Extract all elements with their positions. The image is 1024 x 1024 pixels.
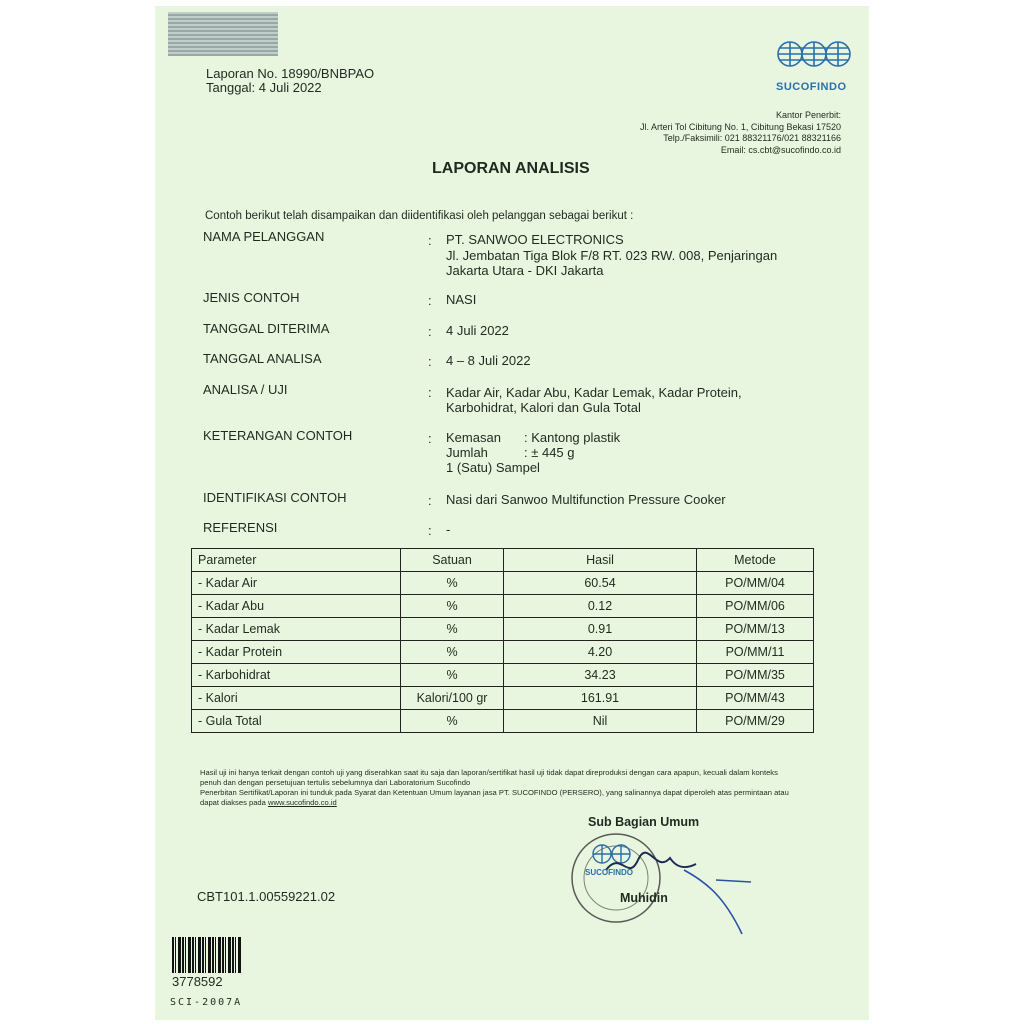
- footnote-prefix: dapat diakses pada: [200, 798, 268, 807]
- row-parameter: - Kadar Protein: [192, 641, 401, 664]
- stamp-text: SUCOFINDO: [585, 868, 633, 877]
- reference-value: -: [446, 522, 451, 537]
- row-parameter: - Kadar Air: [192, 572, 401, 595]
- identification-value: Nasi dari Sanwoo Multifunction Pressure Cooker: [446, 492, 726, 507]
- customer-address-1: Jl. Jembatan Tiga Blok F/8 RT. 023 RW. 008, Penjaringan: [446, 248, 778, 263]
- barcode: [172, 937, 242, 973]
- footnote-line-4: [200, 798, 830, 808]
- colon: :: [428, 523, 432, 538]
- row-result: 4.20: [504, 641, 697, 664]
- footnote: [200, 768, 830, 808]
- colon: :: [428, 385, 432, 400]
- sample-type-label: JENIS CONTOH: [203, 290, 300, 305]
- logo-text: SUCOFINDO: [776, 81, 847, 93]
- row-result: Nil: [504, 710, 697, 733]
- results-table: [191, 548, 814, 733]
- table-row: [192, 641, 814, 664]
- table-row: [192, 595, 814, 618]
- signature-title: Sub Bagian Umum: [588, 815, 700, 829]
- colon: :: [428, 493, 432, 508]
- sucofindo-logo: [776, 40, 864, 93]
- barcode-number: 3778592: [172, 974, 223, 989]
- footnote-link[interactable]: www.sucofindo.co.id: [267, 798, 337, 807]
- header-parameter: Parameter: [192, 549, 401, 572]
- page-title: LAPORAN ANALISIS: [432, 160, 590, 177]
- customer-name: PT. SANWOO ELECTRONICS: [446, 232, 624, 247]
- analysis-date-label: TANGGAL ANALISA: [203, 351, 322, 366]
- table-row: [192, 664, 814, 687]
- document-code: CBT101.1.00559221.02: [197, 889, 336, 904]
- company-stamp: [566, 830, 766, 945]
- table-row: [192, 687, 814, 710]
- tests-line-1: Kadar Air, Kadar Abu, Kadar Lemak, Kadar Protein,: [446, 385, 742, 400]
- row-result: 0.12: [504, 595, 697, 618]
- package-value: : Kantong plastik: [524, 430, 621, 445]
- header-unit: Satuan: [401, 549, 504, 572]
- table-row: [192, 572, 814, 595]
- footnote-line-1: Hasil uji ini hanya terkait dengan contoh uji yang diserahkan saat itu saja dan laporan/sertifikat hasil uji tidak dapat direproduksi dengan cara apapun, kecuali dalam konteks: [200, 768, 778, 777]
- row-parameter: - Kadar Lemak: [192, 618, 401, 641]
- row-unit: Kalori/100 gr: [401, 687, 504, 710]
- row-result: 161.91: [504, 687, 697, 710]
- row-method: PO/MM/06: [697, 595, 814, 618]
- row-result: 60.54: [504, 572, 697, 595]
- row-unit: %: [401, 664, 504, 687]
- report-date: Tanggal: 4 Juli 2022: [206, 80, 322, 95]
- report-number: Laporan No. 18990/BNBPAO: [206, 66, 375, 81]
- header-method: Metode: [697, 549, 814, 572]
- tests-label: ANALISA / UJI: [203, 382, 288, 397]
- row-result: 34.23: [504, 664, 697, 687]
- sample-type-value: NASI: [446, 292, 477, 307]
- footnote-line-3: Penerbitan Sertifikat/Laporan ini tunduk pada Syarat dan Ketentuan Umum layanan jasa PT. SUCOFINDO (PERSERO), yang salinannya dapat diperoleh atas permintaan atau: [200, 788, 789, 797]
- customer-label: NAMA PELANGGAN: [203, 229, 325, 244]
- intro-text: Contoh berikut telah disampaikan dan diidentifikasi oleh pelanggan sebagai berikut :: [205, 210, 634, 222]
- embossed-security-mark: [168, 12, 278, 56]
- row-method: PO/MM/04: [697, 572, 814, 595]
- colon: :: [428, 324, 432, 339]
- row-parameter: - Kalori: [192, 687, 401, 710]
- row-method: PO/MM/43: [697, 687, 814, 710]
- issuer-phone: Telp./Faksimili: 021 88321176/021 88321166: [663, 133, 841, 143]
- analysis-date-value: 4 – 8 Juli 2022: [446, 353, 531, 368]
- amount-key: Jumlah: [446, 445, 488, 460]
- table-row: [192, 618, 814, 641]
- colon: :: [428, 233, 432, 248]
- table-header-row: [192, 549, 814, 572]
- row-unit: %: [401, 618, 504, 641]
- row-unit: %: [401, 710, 504, 733]
- colon: :: [428, 431, 432, 446]
- received-value: 4 Juli 2022: [446, 323, 509, 338]
- received-label: TANGGAL DITERIMA: [203, 321, 330, 336]
- table-row: [192, 710, 814, 733]
- row-method: PO/MM/29: [697, 710, 814, 733]
- row-unit: %: [401, 572, 504, 595]
- package-key: Kemasan: [446, 430, 501, 445]
- reference-label: REFERENSI: [203, 520, 278, 535]
- signer-name: Muhidin: [620, 891, 668, 905]
- form-code: SCI-2007A: [170, 997, 243, 1008]
- customer-address-2: Jakarta Utara - DKI Jakarta: [446, 263, 604, 278]
- row-parameter: - Kadar Abu: [192, 595, 401, 618]
- row-unit: %: [401, 641, 504, 664]
- footnote-line-2: penuh dan dengan persetujuan tertulis sebelumnya dari Laboratorium Sucofindo: [200, 778, 471, 787]
- row-method: PO/MM/13: [697, 618, 814, 641]
- colon: :: [428, 354, 432, 369]
- issuer-block: [640, 110, 841, 156]
- sample-note-label: KETERANGAN CONTOH: [203, 428, 353, 443]
- issuer-address: Jl. Arteri Tol Cibitung No. 1, Cibitung Bekasi 17520: [640, 121, 841, 132]
- identification-label: IDENTIFIKASI CONTOH: [203, 490, 347, 505]
- header-result: Hasil: [504, 549, 697, 572]
- row-parameter: - Karbohidrat: [192, 664, 401, 687]
- tests-line-2: Karbohidrat, Kalori dan Gula Total: [446, 400, 641, 415]
- row-parameter: - Gula Total: [192, 710, 401, 733]
- row-method: PO/MM/35: [697, 664, 814, 687]
- colon: :: [428, 293, 432, 308]
- sucofindo-globe-icon: [776, 40, 864, 84]
- row-method: PO/MM/11: [697, 641, 814, 664]
- issuer-email: Email: cs.cbt@sucofindo.co.id: [720, 144, 841, 155]
- row-unit: %: [401, 595, 504, 618]
- sample-count: 1 (Satu) Sampel: [446, 460, 540, 475]
- row-result: 0.91: [504, 618, 697, 641]
- issuer-label: Kantor Penerbit:: [775, 110, 841, 120]
- amount-value: : ± 445 g: [524, 445, 575, 460]
